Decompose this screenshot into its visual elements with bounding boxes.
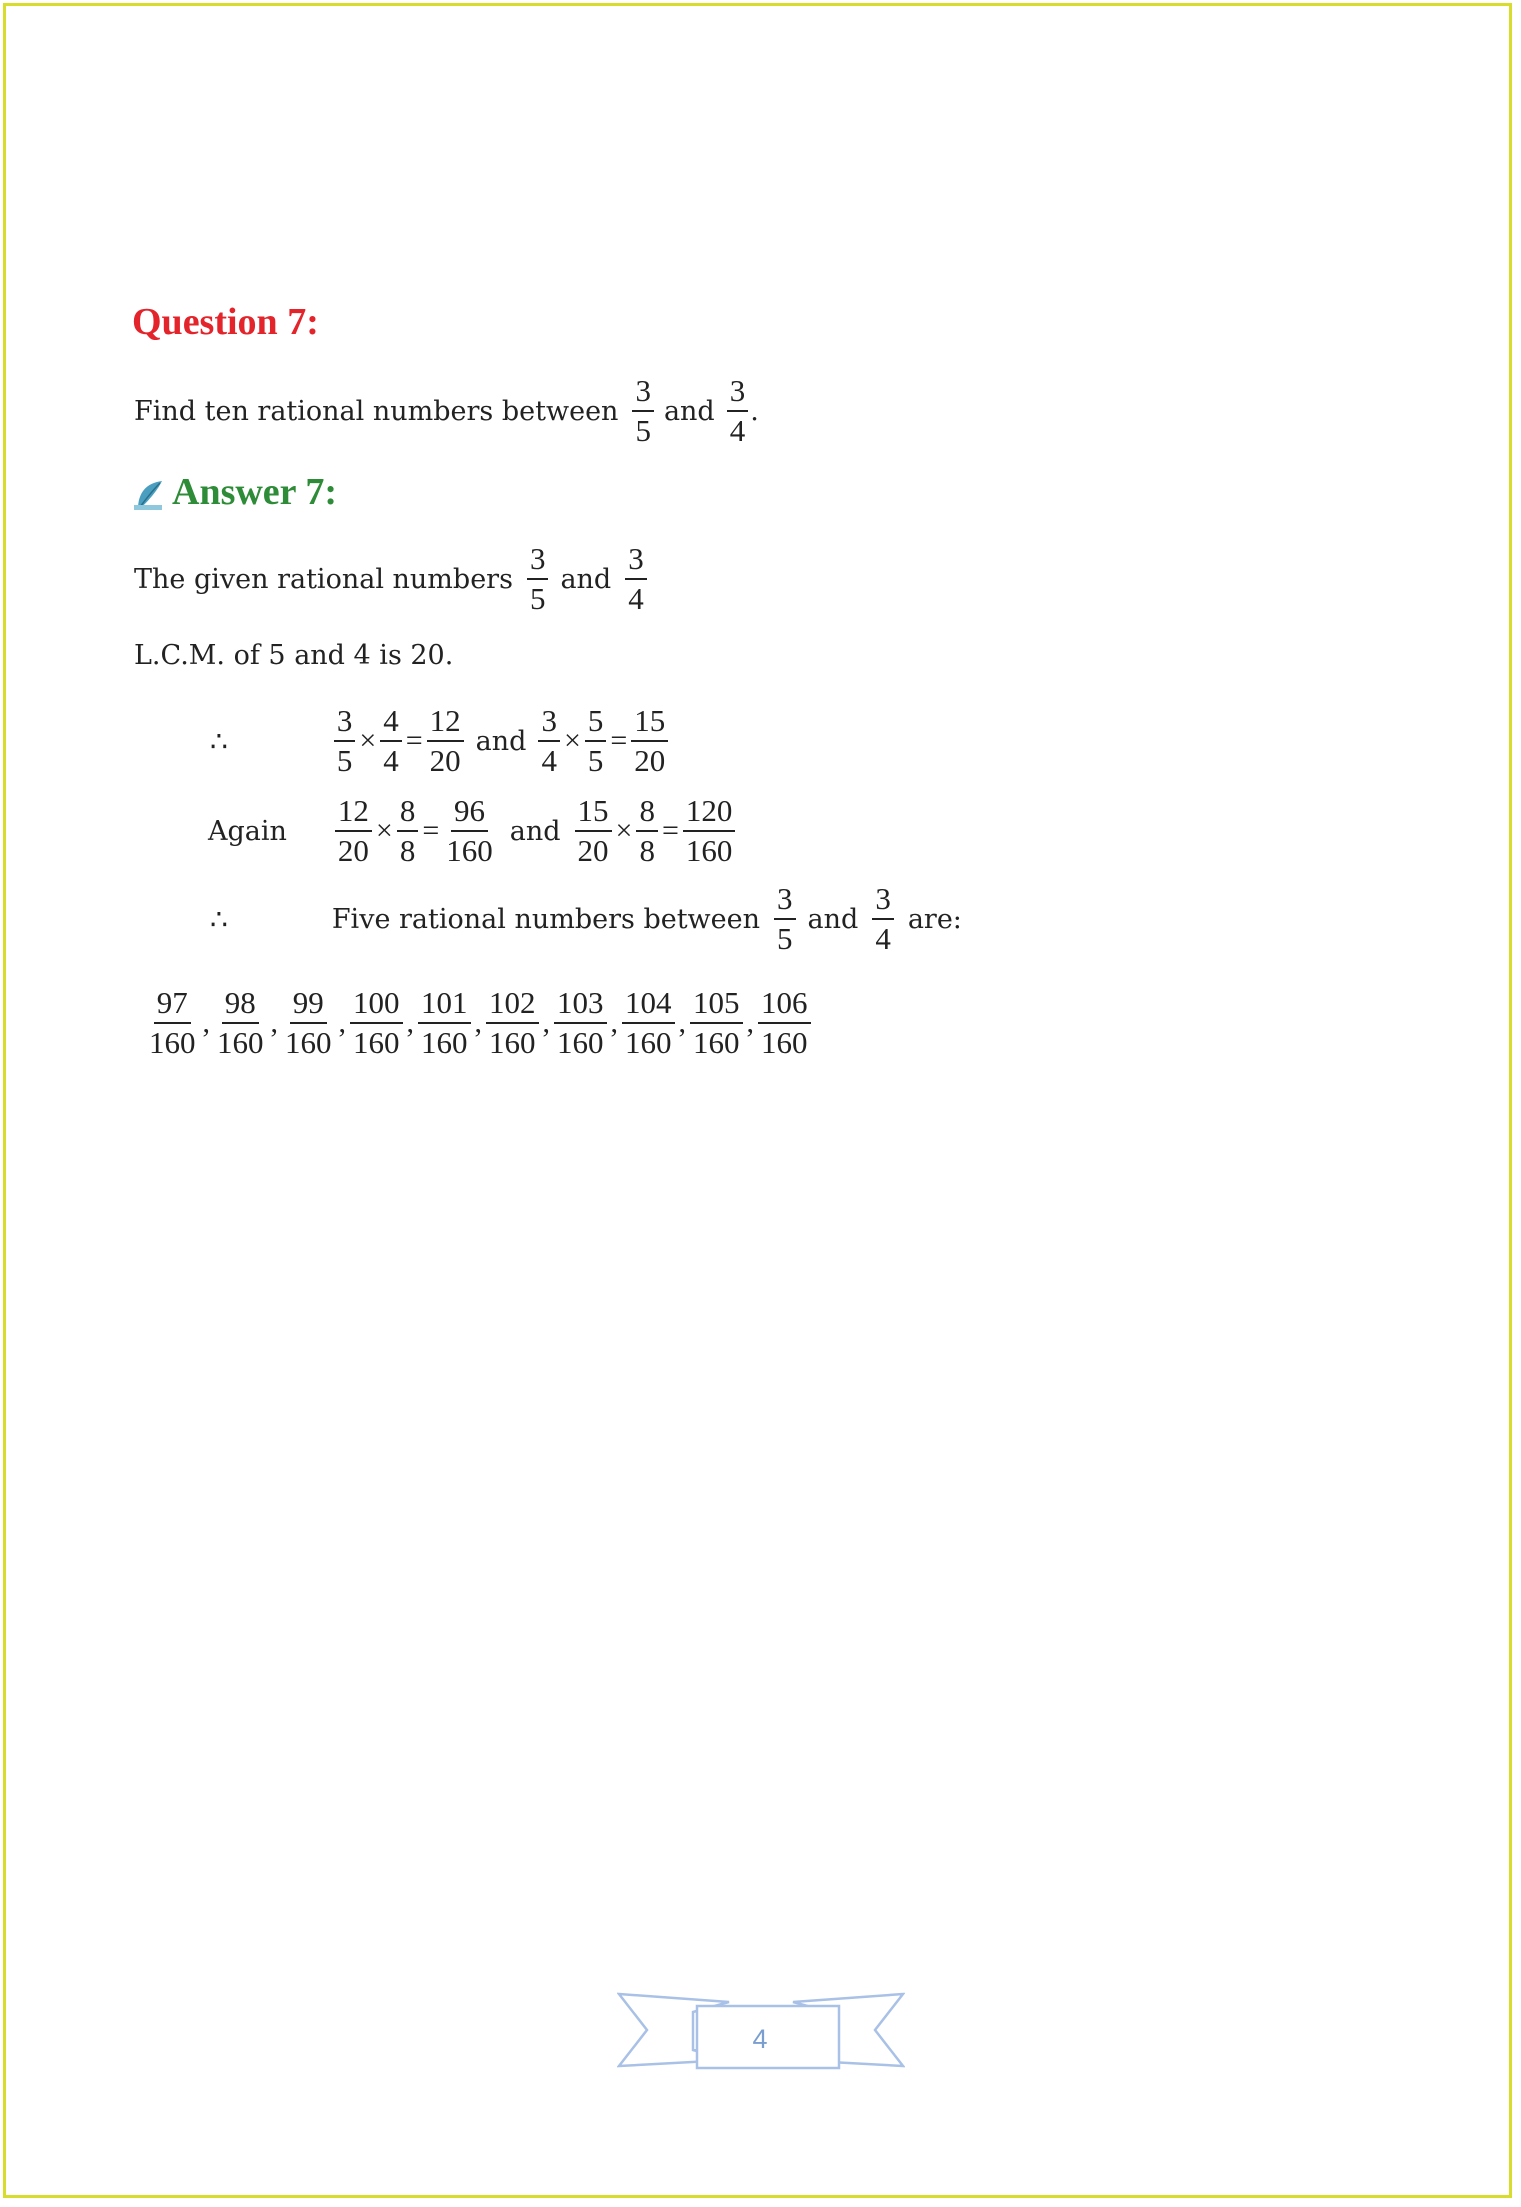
are-text: are:	[907, 903, 962, 935]
comma: ,	[474, 1006, 482, 1039]
and-word: and	[560, 563, 612, 595]
answer-heading: Answer 7:	[172, 471, 338, 513]
fraction: $\frac{3}{4}$	[727, 372, 749, 450]
page-number: 4	[752, 2024, 768, 2054]
conclusion-line	[210, 880, 962, 958]
step2-line	[208, 792, 737, 870]
fraction: $\frac{96}{160}$	[446, 793, 493, 868]
equals-sign: =	[610, 724, 628, 757]
equals-sign: =	[422, 814, 440, 847]
comma: ,	[678, 1006, 686, 1039]
fraction: $\frac{3}{4}$	[872, 880, 894, 958]
question-text: Find ten rational numbers between	[134, 395, 619, 427]
fraction: $\frac{8}{8}$	[397, 792, 419, 870]
fraction: $\frac{5}{5}$	[585, 702, 607, 780]
times-sign: ×	[563, 724, 581, 757]
result-fraction: $\frac{105}{160}$	[690, 984, 743, 1062]
therefore-symbol: ∴	[210, 724, 228, 758]
fraction: $\frac{3}{5}$	[774, 880, 796, 958]
comma: ,	[270, 1006, 278, 1039]
period: .	[750, 395, 759, 427]
quill-logo-icon	[132, 479, 166, 511]
comma: ,	[202, 1006, 210, 1039]
fraction: $\frac{3}{5}$	[527, 540, 549, 618]
again-label: Again	[208, 815, 287, 847]
question-text-line	[134, 372, 759, 450]
comma: ,	[406, 1006, 414, 1039]
answer-heading-row	[132, 470, 337, 514]
fraction: $\frac{4}{4}$	[380, 702, 402, 780]
result-fraction: $\frac{99}{160}$	[285, 985, 332, 1060]
result-fraction: $\frac{102}{160}$	[486, 984, 539, 1062]
result-fraction: $\frac{103}{160}$	[554, 984, 607, 1062]
comma: ,	[746, 1006, 754, 1039]
and-word: and	[509, 815, 561, 847]
comma: ,	[338, 1006, 346, 1039]
result-fraction: $\frac{97}{160}$	[149, 985, 196, 1060]
fraction: $\frac{120}{160}$	[683, 792, 736, 870]
fraction: $\frac{3}{4}$	[538, 702, 560, 780]
conclusion-text: Five rational numbers between	[331, 903, 761, 935]
therefore-symbol: ∴	[210, 902, 228, 936]
fraction: $\frac{12}{20}$	[427, 702, 464, 780]
lcm-text: L.C.M. of 5 and 4 is 20.	[134, 640, 454, 671]
fraction: $\frac{15}{20}$	[631, 702, 668, 780]
result-fraction: $\frac{106}{160}$	[758, 984, 811, 1062]
result-fraction: $\frac{101}{160}$	[418, 984, 471, 1062]
equals-sign: =	[661, 814, 679, 847]
and-word: and	[475, 725, 527, 757]
fraction: $\frac{3}{5}$	[334, 702, 356, 780]
times-sign: ×	[615, 814, 633, 847]
times-sign: ×	[359, 724, 377, 757]
fraction: $\frac{12}{20}$	[335, 792, 372, 870]
comma: ,	[610, 1006, 618, 1039]
fraction: $\frac{8}{8}$	[636, 792, 658, 870]
result-fraction: $\frac{104}{160}$	[622, 984, 675, 1062]
fraction: $\frac{3}{5}$	[632, 372, 654, 450]
and-word: and	[663, 395, 715, 427]
question-heading: Question 7:	[132, 301, 319, 343]
result-fraction: $\frac{100}{160}$	[350, 984, 403, 1062]
step1-line	[210, 702, 670, 780]
given-line	[134, 540, 649, 618]
equals-sign: =	[405, 724, 423, 757]
result-fraction: $\frac{98}{160}$	[217, 985, 264, 1060]
results-list	[144, 984, 813, 1062]
and-word: and	[807, 903, 859, 935]
given-text: The given rational numbers	[134, 563, 513, 595]
times-sign: ×	[375, 814, 393, 847]
comma: ,	[542, 1006, 550, 1039]
fraction: $\frac{15}{20}$	[575, 792, 612, 870]
fraction: $\frac{3}{4}$	[625, 540, 647, 618]
